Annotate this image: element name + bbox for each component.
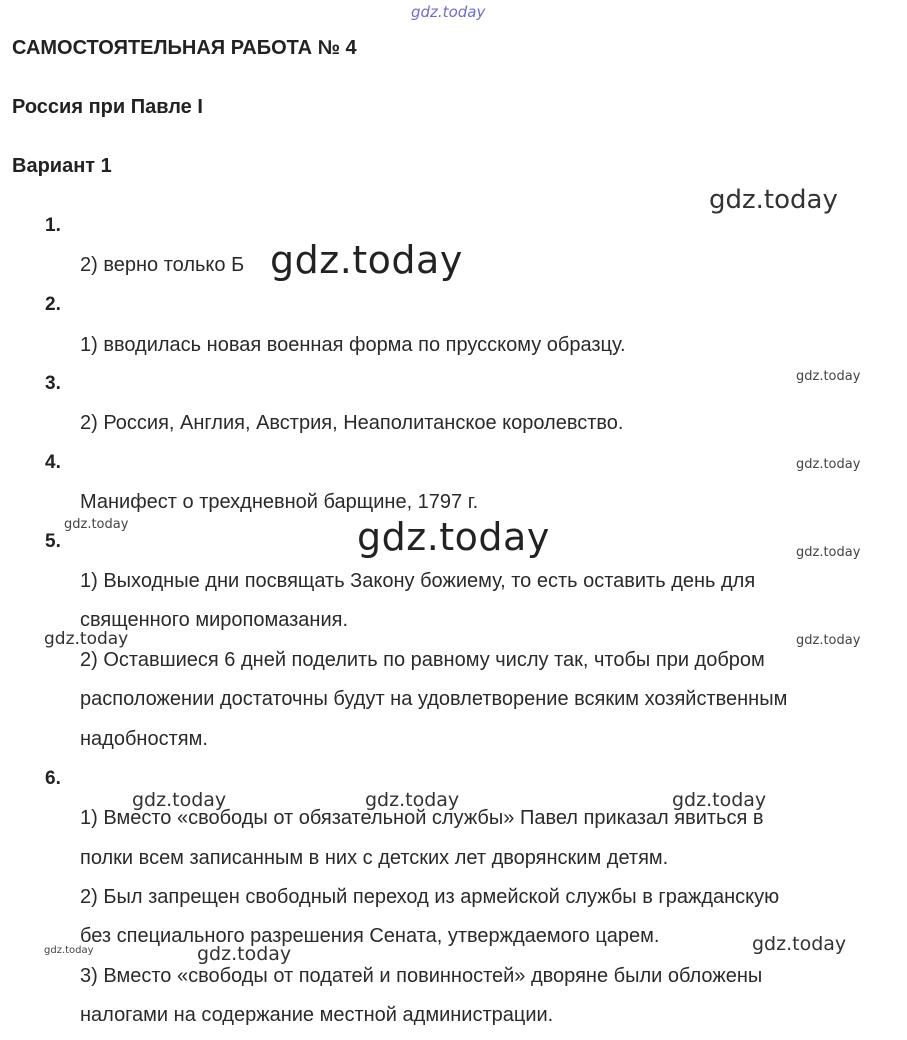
watermark: gdz.today (197, 943, 292, 965)
answer-line: священного миропомазания. (80, 609, 348, 631)
watermark: gdz.today (796, 545, 861, 560)
watermark: gdz.today (411, 3, 486, 21)
question-number-1: 1. (45, 215, 61, 236)
answer-line: 1) Выходные дни посвящать Закону божиему, то есть оставить день для (80, 570, 756, 592)
watermark: gdz.today (709, 185, 838, 215)
variant-label: Вариант 1 (12, 155, 112, 177)
question-number-6: 6. (45, 768, 61, 789)
answer-line: 1) вводилась новая военная форма по прусскому образцу. (80, 334, 626, 356)
question-number-3: 3. (45, 373, 61, 394)
topic-title: Россия при Павле I (12, 96, 203, 118)
answer-line: полки всем записанным в них с детских лет дворянским детям. (80, 847, 669, 869)
answer-line: 2) верно только Б (80, 254, 245, 276)
answer-line: 2) Оставшиеся 6 дней поделить по равному числу так, чтобы при добром (80, 649, 765, 671)
answer-line: 2) Был запрещен свободный переход из армейской службы в гражданскую (80, 886, 780, 908)
watermark: gdz.today (270, 238, 463, 282)
question-number-5: 5. (45, 531, 61, 552)
watermark: gdz.today (672, 789, 767, 811)
answer-line: расположении достаточны будут на удовлетворение всяким хозяйственным (80, 688, 788, 710)
answer-line: без специального разрешения Сената, утверждаемого царем. (80, 925, 660, 947)
watermark: gdz.today (44, 629, 129, 649)
question-number-2: 2. (45, 294, 61, 315)
answer-line: надобностям. (80, 728, 208, 750)
answer-line: 2) Россия, Англия, Австрия, Неаполитанское королевство. (80, 412, 624, 434)
answer-line: Манифест о трехдневной барщине, 1797 г. (80, 491, 479, 513)
answer-line: 1) Вместо «свободы от обязательной службы» Павел приказал явиться в (80, 807, 764, 829)
watermark: gdz.today (357, 515, 550, 559)
question-number-4: 4. (45, 452, 61, 473)
watermark: gdz.today (44, 945, 94, 956)
watermark: gdz.today (796, 369, 861, 384)
watermark: gdz.today (365, 789, 460, 811)
page-title: САМОСТОЯТЕЛЬНАЯ РАБОТА № 4 (12, 37, 357, 59)
watermark: gdz.today (796, 633, 861, 648)
answer-line: 3) Вместо «свободы от податей и повинностей» дворяне были обложены (80, 965, 763, 987)
watermark: gdz.today (64, 517, 129, 532)
answer-line: налогами на содержание местной администрации. (80, 1004, 554, 1026)
watermark: gdz.today (132, 789, 227, 811)
watermark: gdz.today (752, 933, 847, 955)
watermark: gdz.today (796, 457, 861, 472)
